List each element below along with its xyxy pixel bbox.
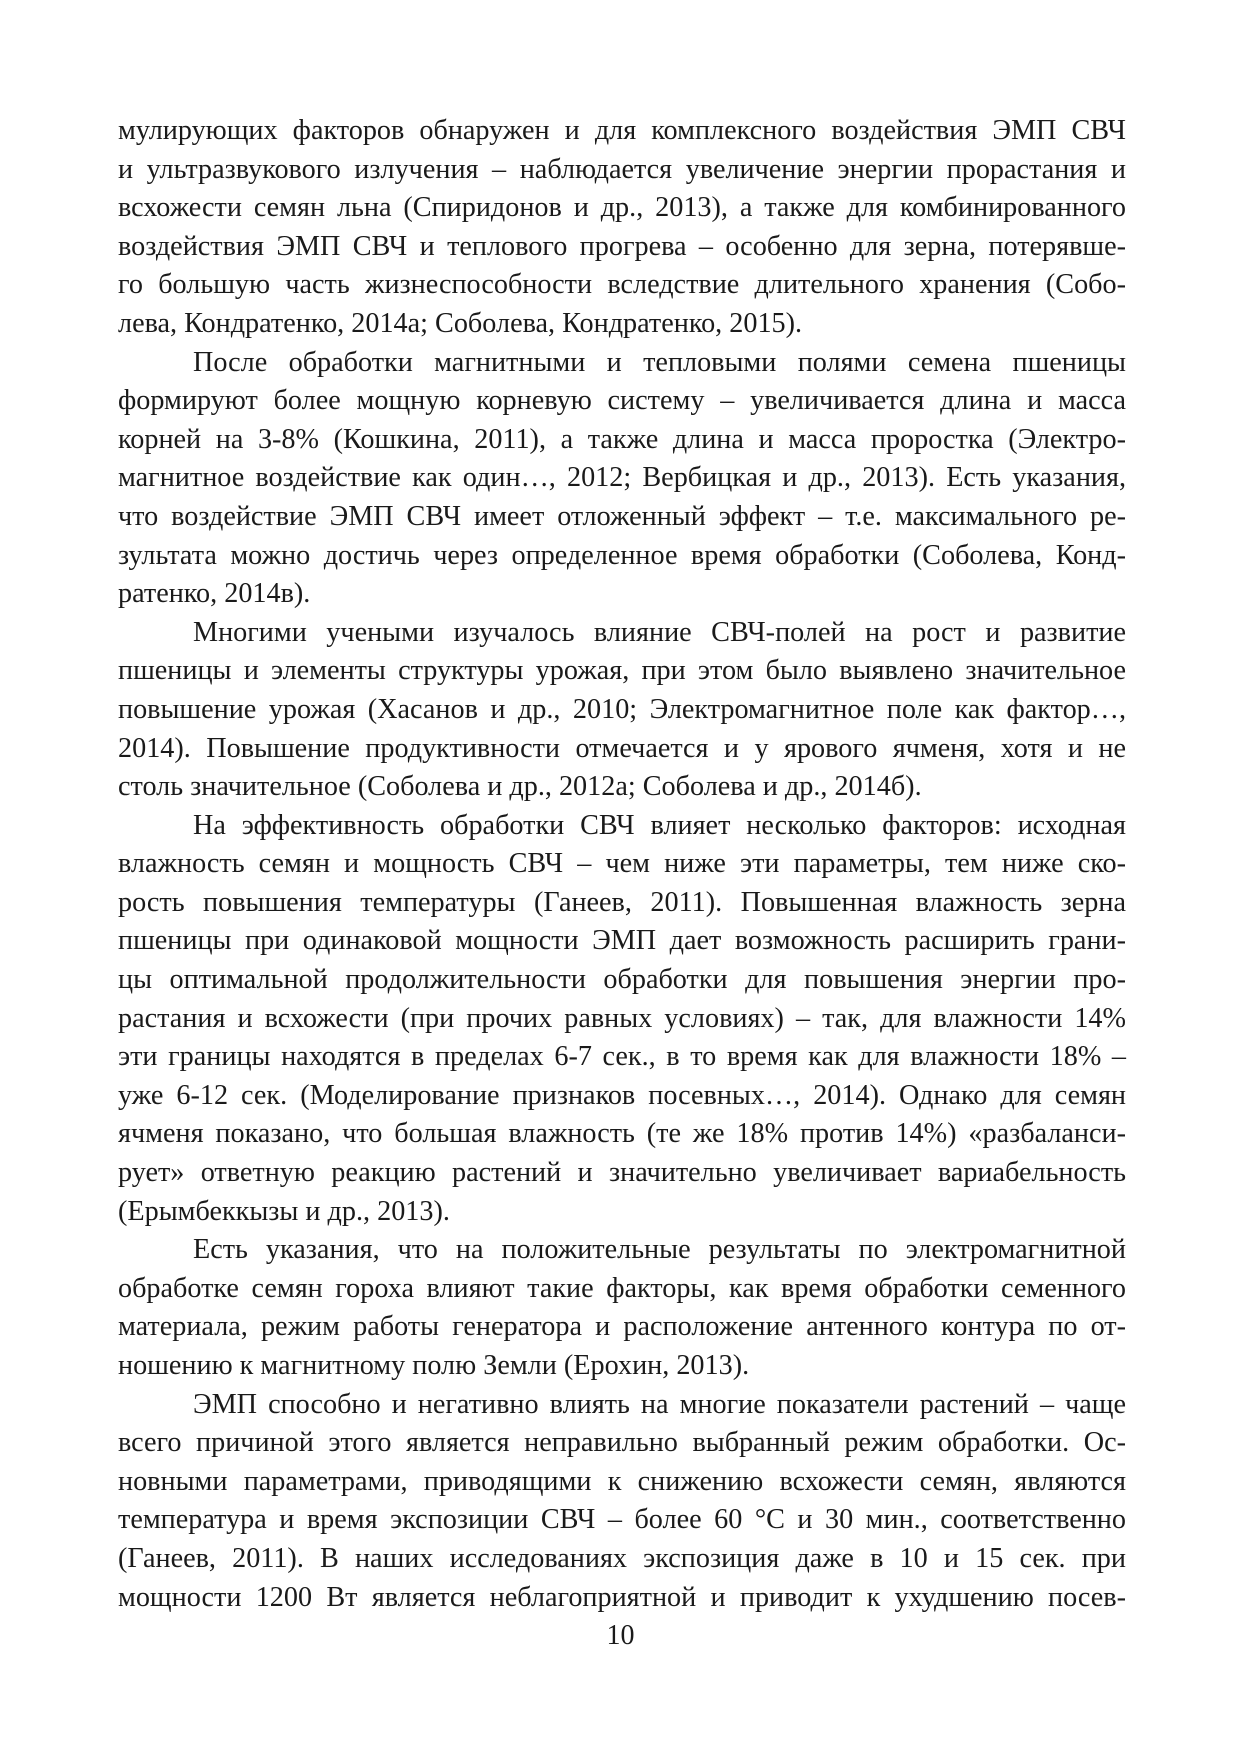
text-line: мощности 1200 Вт является неблагоприятной и приводит к ухудшению посев- — [118, 1581, 1126, 1613]
text-line: зультата можно достичь через определенное время обработки (Соболева, Конд- — [118, 539, 1126, 571]
text-line: эти границы находятся в пределах 6-7 сек., в то время как для влажности 18% – — [118, 1041, 1126, 1073]
paragraph-6 — [118, 1386, 1126, 1618]
text-line: цы оптимальной продолжительности обработки для повышения энергии про- — [118, 964, 1126, 996]
text-line: пшеницы и элементы структуры урожая, при этом было выявлено значительное — [118, 655, 1126, 687]
text-line: 2014). Повышение продуктивности отмечается и у ярового ячменя, хотя и не — [118, 732, 1126, 764]
text-line: формируют более мощную корневую систему – увеличивается длина и масса — [118, 385, 1126, 417]
text-line: Есть указания, что на положительные результаты по электромагнитной — [193, 1234, 1126, 1266]
text-line: всего причиной этого является неправильно выбранный режим обработки. Ос- — [118, 1427, 1126, 1459]
text-line: магнитное воздействие как один…, 2012; Вербицкая и др., 2013). Есть указания, — [118, 462, 1126, 494]
text-line: (Ерымбеккызы и др., 2013). — [118, 1195, 450, 1227]
text-line: рость повышения температуры (Ганеев, 2011). Повышенная влажность зерна — [118, 886, 1126, 918]
text-line: лева, Кондратенко, 2014а; Соболева, Кондратенко, 2015). — [118, 307, 803, 339]
text-line: корней на 3-8% (Кошкина, 2011), а также длина и масса проростка (Электро- — [118, 423, 1126, 455]
text-line: (Ганеев, 2011). В наших исследованиях экспозиция даже в 10 и 15 сек. при — [118, 1542, 1126, 1574]
text-line: обработке семян гороха влияют такие факторы, как время обработки семенного — [118, 1272, 1126, 1304]
text-line: ЭМП способно и негативно влиять на многие показатели растений – чаще — [193, 1388, 1126, 1420]
text-line: всхожести семян льна (Спиридонов и др., 2013), а также для комбинированного — [118, 192, 1126, 224]
page-number: 10 — [606, 1620, 635, 1651]
document-page — [118, 112, 1126, 1617]
paragraph-2 — [118, 344, 1126, 614]
text-line: и ультразвукового излучения – наблюдается увеличение энергии прорастания и — [118, 153, 1126, 185]
text-line: После обработки магнитными и тепловыми полями семена пшеницы — [193, 346, 1126, 378]
text-line: ношению к магнитному полю Земли (Ерохин, 2013). — [118, 1350, 750, 1381]
text-line: влажность семян и мощность СВЧ – чем ниже эти параметры, тем ниже ско- — [118, 848, 1126, 880]
text-line: материала, режим работы генератора и расположение антенного контура по от- — [118, 1311, 1126, 1343]
text-line: ячменя показано, что большая влажность (те же 18% против 14%) «разбаланси- — [118, 1118, 1126, 1150]
text-line: Многими учеными изучалось влияние СВЧ-полей на рост и развитие — [193, 616, 1126, 648]
text-line: воздействия ЭМП СВЧ и теплового прогрева – особенно для зерна, потерявше- — [118, 230, 1126, 262]
text-line: температура и время экспозиции СВЧ – более 60 °С и 30 мин., соответственно — [118, 1504, 1126, 1536]
text-line: пшеницы при одинаковой мощности ЭМП дает возможность расширить грани- — [118, 925, 1126, 957]
text-line: повышение урожая (Хасанов и др., 2010; Электромагнитное поле как фактор…, — [118, 693, 1126, 725]
text-line: столь значительное (Соболева и др., 2012а; Соболева и др., 2014б). — [118, 771, 922, 803]
text-line: ратенко, 2014в). — [118, 578, 311, 610]
text-line: рует» ответную реакцию растений и значительно увеличивает вариабельность — [118, 1157, 1126, 1189]
text-line: го большую часть жизнеспособности вследствие длительного хранения (Собо- — [118, 269, 1126, 301]
paragraph-3 — [118, 614, 1126, 807]
paragraph-5 — [118, 1231, 1126, 1385]
text-line: мулирующих факторов обнаружен и для комплексного воздействия ЭМП СВЧ — [118, 115, 1126, 146]
paragraph-4 — [118, 807, 1126, 1232]
text-line: что воздействие ЭМП СВЧ имеет отложенный эффект – т.е. максимального ре- — [118, 500, 1126, 532]
text-line: новными параметрами, приводящими к снижению всхожести семян, являются — [118, 1465, 1126, 1497]
text-line: растания и всхожести (при прочих равных условиях) – так, для влажности 14% — [118, 1002, 1126, 1034]
text-line: уже 6-12 сек. (Моделирование признаков посевных…, 2014). Однако для семян — [118, 1079, 1126, 1111]
paragraph-1 — [118, 112, 1126, 344]
text-line: На эффективность обработки СВЧ влияет несколько факторов: исходная — [193, 809, 1126, 841]
